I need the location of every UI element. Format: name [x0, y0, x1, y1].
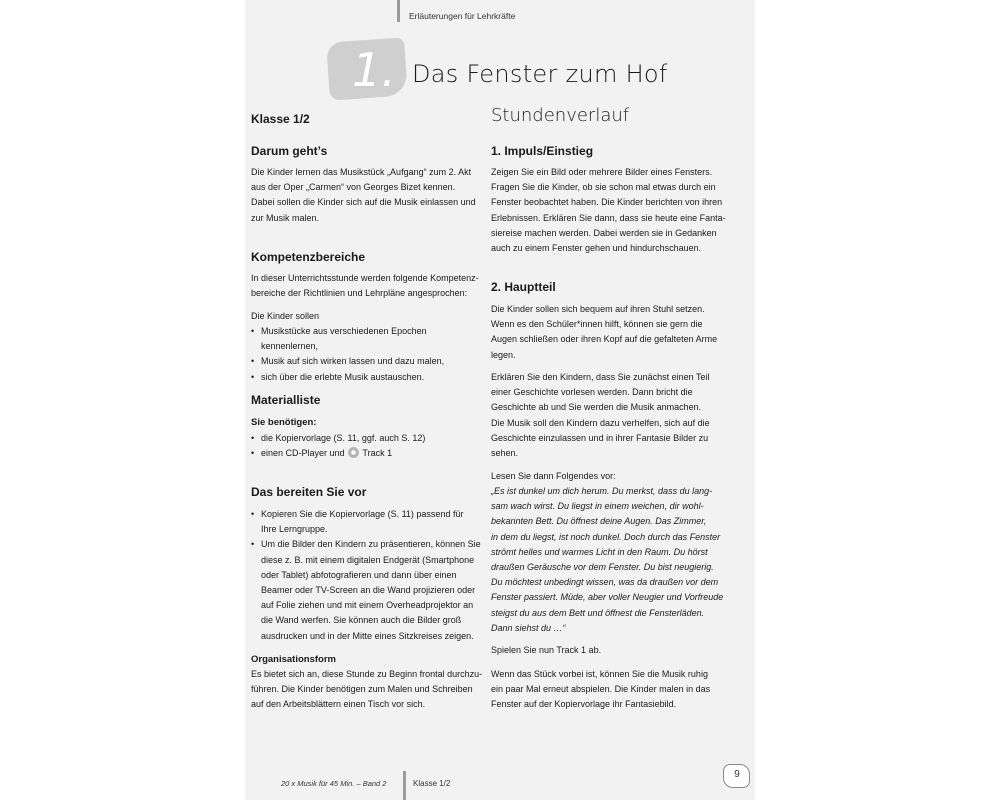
list-item: • Kopieren Sie die Kopiervorlage (S. 11) passend für Ihre Lerngruppe.: [251, 507, 483, 537]
kompetenz-lead: Die Kinder sollen: [251, 311, 320, 321]
vorbereiten-heading: Das bereiten Sie vor: [251, 485, 367, 499]
material-heading: Materialliste: [251, 393, 321, 407]
footer-class: Klasse 1/2: [413, 779, 451, 788]
chapter-title: Das Fenster zum Hof: [412, 60, 668, 88]
cd-icon: [348, 447, 359, 458]
kompetenz-heading: Kompetenzbereiche: [251, 250, 366, 264]
footer-series: 20 x Musik für 45 Min. – Band 2: [281, 779, 387, 788]
class-label: Klasse 1/2: [251, 112, 310, 126]
hauptteil-heading: 2. Hauptteil: [491, 280, 556, 294]
list-item: • Um die Bilder den Kindern zu präsentieren, können Sie diese z. B. mit einem digitalen Endgerät (Smartphone oder Tablet) abfotografieren und dann über einen Beamer oder TV-Screen an die Wand projizieren oder auf Folie ziehen und mit einem Overheadprojektor an die Wand werfen. Sie können auch die Bilder groß ausdrucken und in der Mitte eines Sitzkreises zeigen.: [251, 537, 483, 643]
play-track-instruction: Spielen Sie nun Track 1 ab.: [491, 645, 602, 655]
kompetenz-intro: In dieser Unterrichtsstunde werden folgende Kompetenz- bereiche der Richtlinien und Lehrpläne angesprochen:: [251, 273, 479, 299]
chapter-number: 1.: [352, 43, 396, 97]
vorbereiten-list: [251, 507, 483, 644]
footer-rule: [403, 771, 406, 800]
hauptteil-read-lead: Lesen Sie dann Folgendes vor:: [491, 471, 616, 481]
list-item: • die Kopiervorlage (S. 11, ggf. auch S. 12): [251, 431, 483, 446]
hauptteil-paragraph-1: Die Kinder sollen sich bequem auf ihren Stuhl setzen. Wenn es den Schüler*innen hilft, können sie gern die Augen schließen oder ihren Kopf auf die gefalteten Arme legen.: [491, 304, 718, 360]
list-item: • Musik auf sich wirken lassen und dazu malen,: [251, 354, 483, 369]
section-title: Stundenverlauf: [491, 105, 630, 126]
impuls-text: Zeigen Sie ein Bild oder mehrere Bilder eines Fensters. Fragen Sie die Kinder, ob sie schon mal etwas durch ein Fenster beobachtet haben. Die Kinder berichten von ihren Erlebnissen. Erklären Sie dann, dass sie heute eine Fanta- siereise machen werden. Dabei werden sie in Gedanken auch zu einem Fenster gehen und hindurchschauen.: [491, 167, 726, 254]
hauptteil-paragraph-5: Wenn das Stück vorbei ist, können Sie die Musik ruhig ein paar Mal erneut abspielen. Die Kinder malen in das Fenster auf der Kopiervorlage ihr Fantasiebild.: [491, 669, 711, 710]
hauptteil-paragraph-2: Erklären Sie den Kindern, dass Sie zunächst einen Teil einer Geschichte vorlesen werden. Dann bricht die Geschichte ab und Sie werden die Musik anmachen. Die Musik soll den Kindern dazu verhelfen, sich auf die Geschichte einzulassen und in ihrer Fantasie Bilder zu sehen.: [491, 372, 710, 459]
darum-heading: Darum geht’s: [251, 144, 328, 158]
list-item: • sich über die erlebte Musik austauschen.: [251, 370, 483, 385]
kompetenz-list: [251, 324, 483, 385]
material-subheading: Sie benötigen:: [251, 417, 317, 428]
organisation-heading: Organisationsform: [251, 654, 336, 665]
impuls-heading: 1. Impuls/Einstieg: [491, 144, 594, 158]
darum-text: Die Kinder lernen das Musikstück „Aufgang“ zum 2. Akt aus der Oper „Carmen“ von Georges Bizet kennen. Dabei sollen die Kinder sich auf die Musik einlassen und zur Musik malen.: [251, 167, 476, 223]
header-rule: [397, 0, 400, 22]
running-header: Erläuterungen für Lehrkräfte: [409, 11, 516, 21]
page-number: 9: [734, 769, 740, 780]
list-item: • Musikstücke aus verschiedenen Epochen kennenlernen,: [251, 324, 483, 354]
list-item: • einen CD-Player und Track 1: [251, 446, 483, 461]
organisation-text: Es bietet sich an, diese Stunde zu Beginn frontal durchzu- führen. Die Kinder benötigen zum Malen und Schreiben auf den Arbeitsblättern einen Tisch vor sich.: [251, 669, 483, 710]
story-quote: „Es ist dunkel um dich herum. Du merkst, dass du lang- sam wach wirst. Du liegst in einem weichen, dir wohl- bekannten Bett. Du öffnest deine Augen. Das Zimmer, in dem du liegst, ist noch dunkel. Doch durch das Fenster strömt helles und warmes Licht in den Raum. Du hörst draußen Geräusche vor dem Fenster. Du bist neugierig. Du möchtest unbedingt wissen, was da draußen vor dem Fenster passiert. Müde, aber voller Neugier und Vorfreude steigst du aus dem Bett und öffnest die Fensterläden. Dann siehst du …“: [491, 486, 724, 633]
material-list: [251, 431, 483, 461]
